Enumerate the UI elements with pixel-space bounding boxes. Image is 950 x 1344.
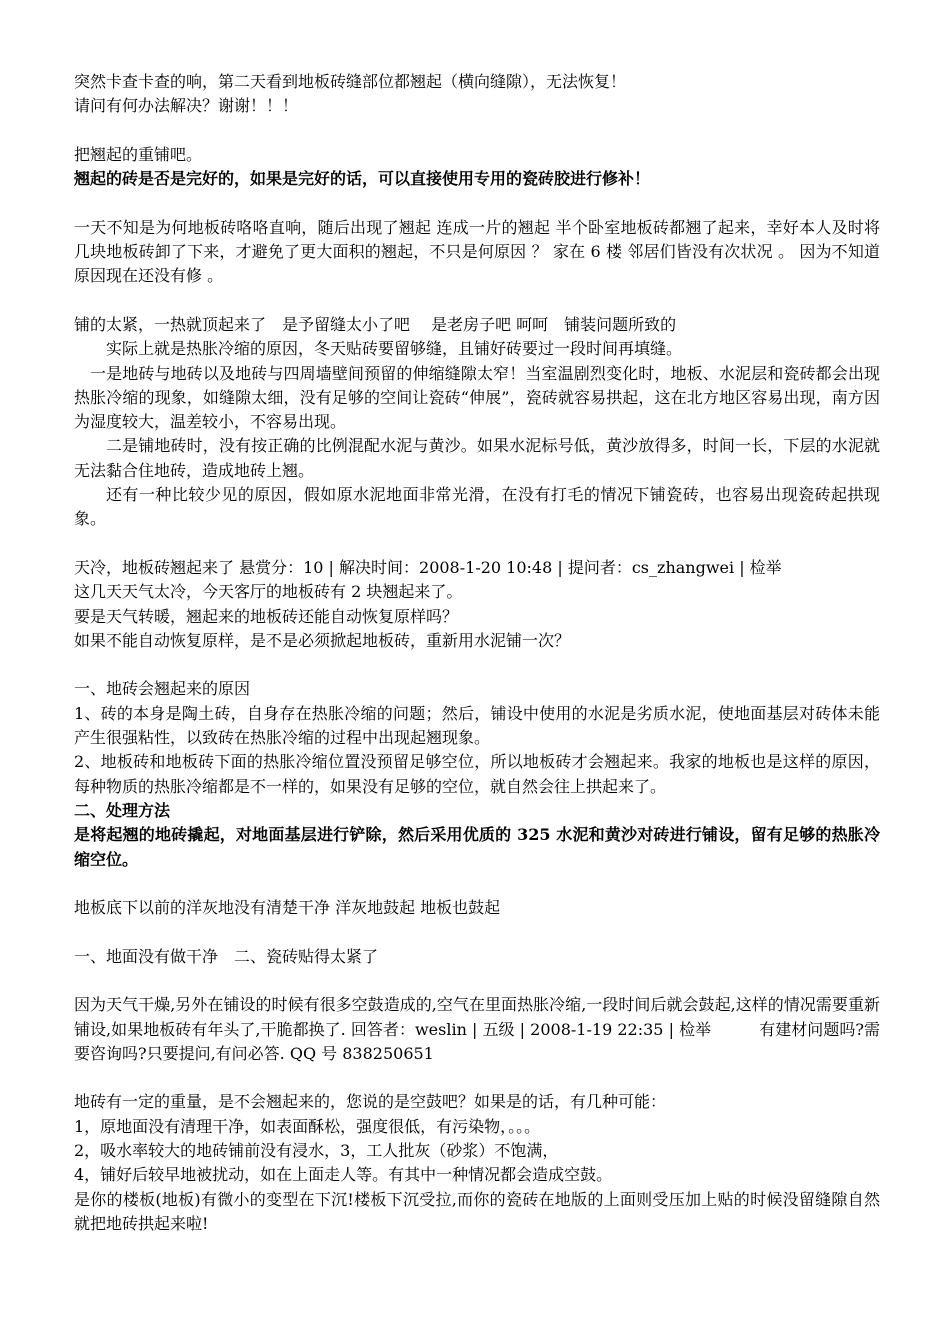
blank-line	[74, 532, 880, 556]
document-page	[74, 70, 880, 1236]
paragraph: 要是天气转暖，翘起来的地板砖还能自动恢复原样吗？	[74, 606, 459, 626]
blank-line	[74, 191, 880, 215]
list-item: 2，吸水率较大的地砖铺前没有浸水，3，工人批灰（砂浆）不饱满，	[74, 1141, 559, 1161]
paragraph: 一、地面没有做干净 二、瓷砖贴得太紧了	[74, 946, 379, 966]
bold-paragraph: 翘起的砖是否是完好的，如果是完好的话，可以直接使用专用的瓷砖胶进行修补！	[74, 169, 651, 189]
blank-line	[74, 119, 880, 143]
paragraph: 这几天天气太冷，今天客厅的地板砖有 2 块翘起来了。	[74, 582, 463, 602]
paragraph: 一天不知是为何地板砖咯咯直响，随后出现了翘起 连成一片的翘起 半个卧室地板砖都翘了起来，幸好本人及时将几块地板砖卸了下来，才避免了更大面积的翘起，不只是何原因 ？ 家在 6 楼 邻居们皆没有次状况 。 因为不知道原因现在还没有修 。	[74, 217, 880, 286]
paragraph: 突然卡查卡查的响，第二天看到地板砖缝部位都翘起（横向缝隙），无法恢复！	[74, 72, 627, 91]
paragraph: 把翘起的重铺吧。	[74, 144, 203, 164]
paragraph: 实际上就是热胀冷缩的原因，冬天贴砖要留够缝，且铺好砖要过一段时间再填缝。	[106, 339, 683, 359]
question-header: 天冷，地板砖翘起来了 悬赏分：10 | 解决时间：2008-1-20 10:48 | 提问者：cs_zhangwei | 检举	[74, 557, 782, 577]
paragraph: 请问有何办法解决？谢谢！！！	[74, 96, 299, 116]
paragraph: 2、地板砖和地板砖下面的热胀冷缩位置没预留足够空位，所以地板砖才会翘起来。我家的地板也是这样的原因，每种物质的热胀冷缩都是不一样的，如果没有足够的空位，就自然会往上拱起来了。	[74, 752, 880, 796]
paragraph: 地板底下以前的洋灰地没有清楚干净 洋灰地鼓起 地板也鼓起	[74, 898, 501, 918]
list-item: 4，铺好后较早地被扰动，如在上面走人等。有其中一种情况都会造成空鼓。	[74, 1165, 613, 1185]
paragraph: 铺的太紧，一热就顶起来了 是予留缝太小了吧 是老房子吧 呵呵 铺装问题所致的	[74, 314, 677, 334]
blank-line	[74, 920, 880, 944]
paragraph: 一是地砖与地砖以及地砖与四周墙壁间预留的伸缩缝隙太窄！当室温剧烈变化时，地板、水泥层和瓷砖都会出现热胀冷缩的现象，如缝隙太细，没有足够的空间让瓷砖“伸展”，瓷砖就容易拱起，这在北方地区容易出现，南方因为湿度较大，温差较小，不容易出现。	[74, 363, 880, 432]
blank-line	[74, 289, 880, 313]
paragraph: 如果不能自动恢复原样，是不是必须掀起地板砖，重新用水泥铺一次？	[74, 630, 571, 650]
paragraph: 因为天气干燥,另外在铺设的时候有很多空鼓造成的,空气在里面热胀冷缩,一段时间后就会鼓起,这样的情况需要重新铺设,如果地板砖有年头了,干脆都换了. 回答者：weslin | 五级 | 2008-1-19 22:35 | 检举 有建材问题吗?需要咨询吗?只要提问,有问必答. QQ 号 838250651	[74, 995, 880, 1063]
section-heading: 一、地砖会翘起来的原因	[74, 679, 251, 699]
paragraph: 二是铺地砖时，没有按正确的比例混配水泥与黄沙。如果水泥标号低，黄沙放得多，时间一长，下层的水泥就无法黏合住地砖，造成地砖上翘。	[74, 436, 880, 480]
blank-line	[74, 1066, 880, 1090]
list-item: 1，原地面没有清理干净，如表面酥松，强度很低，有污染物，。。。	[74, 1116, 541, 1136]
bold-paragraph: 是将起翘的地砖撬起，对地面基层进行铲除，然后采用优质的 325 水泥和黄沙对砖进行铺设，留有足够的热胀冷缩空位。	[74, 825, 880, 869]
paragraph: 是你的楼板(地板)有微小的变型在下沉!楼板下沉受拉,而你的瓷砖在地版的上面则受压加上贴的时候没留缝隙自然就把地砖拱起来啦!	[74, 1189, 880, 1233]
paragraph: 1、砖的本身是陶土砖，自身存在热胀冷缩的问题；然后，铺设中使用的水泥是劣质水泥，使地面基层对砖体未能产生很强粘性，以致砖在热胀冷缩的过程中出现起翘现象。	[74, 703, 880, 748]
section-heading: 二、处理方法	[74, 800, 171, 820]
blank-line	[74, 872, 880, 896]
paragraph: 地砖有一定的重量，是不会翘起来的，您说的是空鼓吧？如果是的话，有几种可能：	[74, 1092, 667, 1112]
blank-line	[74, 653, 880, 677]
paragraph: 还有一种比较少见的原因，假如原水泥地面非常光滑，在没有打毛的情况下铺瓷砖，也容易出现瓷砖起拱现象。	[74, 485, 880, 529]
blank-line	[74, 969, 880, 993]
